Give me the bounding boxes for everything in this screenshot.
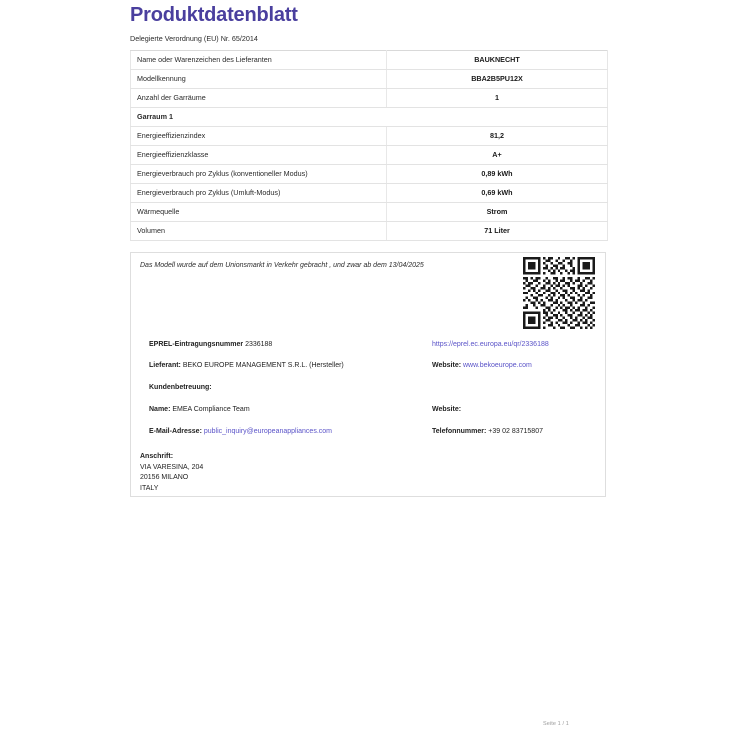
spec-key: Volumen (131, 222, 387, 241)
spec-key: Name oder Warenzeichen des Lieferanten (131, 51, 387, 70)
table-row (131, 70, 608, 89)
phone-value: +39 02 83715807 (488, 428, 543, 435)
customer-support-heading: Kundenbetreuung: (149, 384, 212, 391)
address-line: ITALY (140, 484, 159, 492)
eprel-registration-group (149, 340, 272, 350)
spec-table-body (131, 51, 608, 241)
table-row (131, 51, 608, 70)
address-line: VIA VARESINA, 204 (140, 463, 204, 471)
eprel-number: 2336188 (245, 341, 273, 348)
spec-key: Energieverbrauch pro Zyklus (konventioneller Modus) (131, 165, 387, 184)
table-section-row (131, 108, 608, 127)
spec-value: BBA2B5PU12X (387, 70, 608, 89)
eprel-url-link[interactable]: https://eprel.ec.europa.eu/qr/2336188 (432, 341, 549, 348)
table-row (131, 165, 608, 184)
phone-label: Telefonnummer: (432, 428, 487, 435)
address-label: Anschrift: (140, 453, 174, 460)
name-label: Name: (149, 406, 171, 413)
spec-key: Energieeffizienzklasse (131, 146, 387, 165)
page-title: Produktdatenblatt (130, 4, 298, 26)
spec-section-label: Garraum 1 (131, 108, 608, 127)
supplier-value: BEKO EUROPE MANAGEMENT S.R.L. (Hersteller) (182, 362, 344, 369)
spec-key: Anzahl der Garräume (131, 89, 387, 108)
spec-value: 71 Liter (387, 222, 608, 241)
table-row (131, 203, 608, 222)
supplier-website-label: Website: (432, 362, 462, 369)
document-content (130, 0, 608, 497)
qr-code-icon (523, 257, 595, 329)
spec-key: Modellkennung (131, 70, 387, 89)
spec-key: Wärmequelle (131, 203, 387, 222)
support-website-group (432, 405, 461, 415)
spec-value: 0,89 kWh (387, 165, 608, 184)
regulation-subtitle: Delegierte Verordnung (EU) Nr. 65/2014 (130, 34, 258, 43)
supplier-website-group (432, 361, 532, 371)
email-link[interactable]: public_inquiry@europeanappliances.com (203, 428, 332, 435)
spec-value: 0,69 kWh (387, 184, 608, 203)
eprel-label: EPREL-Eintragungsnummer (149, 341, 244, 348)
spec-value: A+ (387, 146, 608, 165)
table-row (131, 146, 608, 165)
address-line: 20156 MILANO (140, 474, 189, 481)
spec-key: Energieeffizienzindex (131, 127, 387, 146)
email-group (149, 427, 332, 437)
support-website-label: Website: (432, 406, 462, 413)
supplier-label: Lieferant: (149, 362, 181, 369)
product-spec-table (130, 50, 608, 241)
spec-value: 81,2 (387, 127, 608, 146)
page-indicator: Seite 1 / 1 (543, 721, 569, 727)
table-row (131, 89, 608, 108)
supplier-group (149, 361, 344, 371)
phone-group (432, 427, 543, 437)
spec-value: BAUKNECHT (387, 51, 608, 70)
table-row (131, 127, 608, 146)
name-value: EMEA Compliance Team (172, 406, 250, 413)
table-row (131, 222, 608, 241)
spec-value: 1 (387, 89, 608, 108)
support-name-group (149, 405, 250, 415)
market-placement-statement: Das Modell wurde auf dem Unionsmarkt in Verkehr gebracht , und zwar ab dem 13/04/2025 (140, 262, 424, 269)
supplier-website-link[interactable]: www.bekoeurope.com (463, 362, 532, 369)
address-block (140, 452, 203, 494)
email-label: E-Mail-Adresse: (149, 428, 202, 435)
supplier-info-box (130, 252, 606, 497)
table-row (131, 184, 608, 203)
spec-key: Energieverbrauch pro Zyklus (Umluft-Modus) (131, 184, 387, 203)
spec-value: Strom (387, 203, 608, 222)
